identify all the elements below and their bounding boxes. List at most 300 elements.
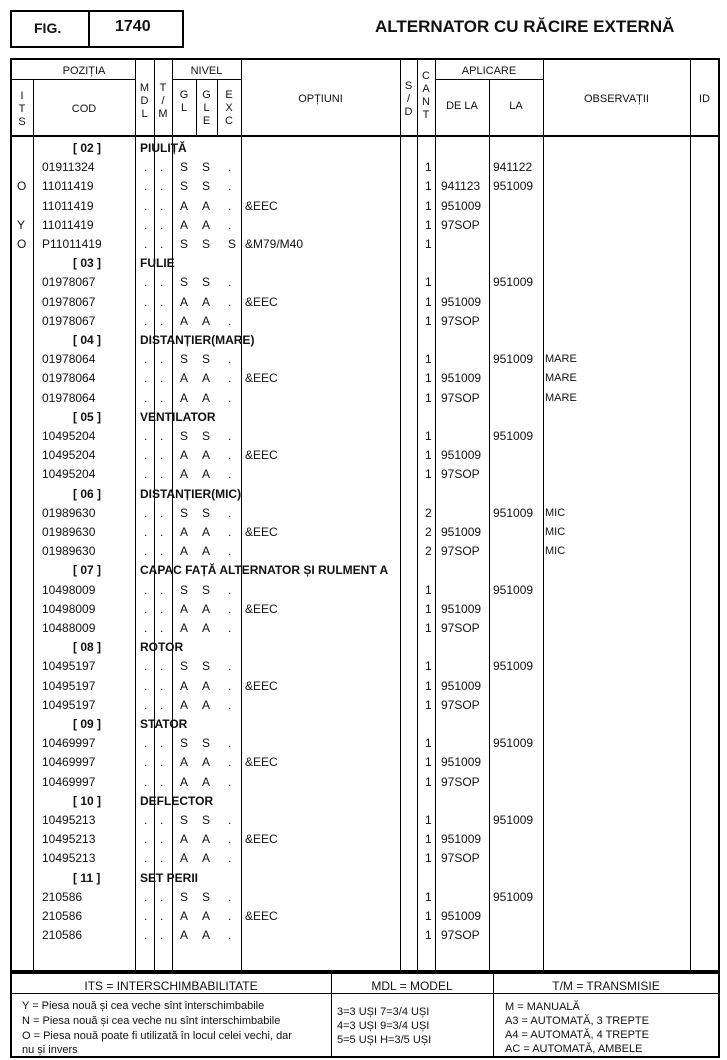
nivel-gle: S	[202, 736, 211, 750]
tm-dot: .	[160, 352, 164, 366]
apply-from: 951009	[441, 679, 482, 693]
nivel-gle: A	[202, 448, 211, 462]
mdl-dot: .	[144, 621, 148, 635]
nivel-exc: .	[228, 755, 232, 769]
tm-dot: .	[160, 851, 164, 865]
apply-from: 97SOP	[441, 314, 480, 328]
apply-to: 951009	[493, 352, 534, 366]
header-cod: COD	[71, 103, 97, 115]
legend-mdl-title: MDL = MODEL	[371, 979, 453, 993]
option-code: &EEC	[245, 602, 278, 616]
mdl-dot: .	[144, 909, 148, 923]
fig-label: FIG.	[34, 20, 62, 36]
nivel-gle: S	[202, 160, 211, 174]
nivel-exc: .	[228, 218, 232, 232]
legend-tm-item: M = MANUALĂ	[505, 1001, 580, 1013]
tm-dot: .	[160, 755, 164, 769]
header-its: I T S	[18, 90, 26, 128]
option-code: &EEC	[245, 295, 278, 309]
mdl-dot: .	[144, 544, 148, 558]
quantity: 1	[425, 602, 432, 616]
quantity: 1	[425, 851, 432, 865]
part-code: 01989630	[42, 525, 96, 539]
legend-mdl-item: 5=5 UȘI H=3/5 UȘI	[337, 1034, 432, 1046]
nivel-gl: S	[180, 506, 189, 520]
nivel-gle: A	[202, 525, 211, 539]
mdl-dot: .	[144, 295, 148, 309]
nivel-gl: S	[180, 237, 189, 251]
nivel-exc: .	[228, 775, 232, 789]
nivel-gle: A	[202, 314, 211, 328]
nivel-gle: A	[202, 775, 211, 789]
tm-dot: .	[160, 295, 164, 309]
tm-dot: .	[160, 679, 164, 693]
part-code: 10498009	[42, 602, 96, 616]
mdl-dot: .	[144, 659, 148, 673]
tm-dot: .	[160, 583, 164, 597]
header-pozitia: POZIȚIA	[62, 65, 106, 77]
apply-to: 951009	[493, 275, 534, 289]
legend-its-title: ITS = INTERSCHIMBABILITATE	[84, 979, 258, 993]
tm-dot: .	[160, 160, 164, 174]
nivel-exc: .	[228, 621, 232, 635]
nivel-gle: A	[202, 928, 211, 942]
group-name: DISTANȚIER(MIC)	[140, 487, 242, 501]
nivel-exc: .	[228, 679, 232, 693]
apply-from: 941123	[441, 179, 481, 193]
apply-to: 951009	[493, 506, 534, 520]
nivel-exc: .	[228, 928, 232, 942]
group-name: SET PERII	[140, 871, 199, 885]
tm-dot: .	[160, 659, 164, 673]
apply-from: 97SOP	[441, 621, 480, 635]
tm-dot: .	[160, 506, 164, 520]
nivel-exc: .	[228, 199, 232, 213]
group-name: PIULIȚĂ	[140, 141, 187, 155]
group-position: [ 02 ]	[73, 141, 102, 155]
legend-tm-item: A3 = AUTOMATĂ, 3 TREPTE	[505, 1015, 649, 1027]
mdl-dot: .	[144, 755, 148, 769]
nivel-gle: S	[202, 890, 211, 904]
nivel-exc: .	[228, 467, 232, 481]
nivel-exc: .	[228, 890, 232, 904]
nivel-gl: A	[180, 218, 189, 232]
quantity: 1	[425, 909, 432, 923]
nivel-gle: S	[202, 813, 211, 827]
mdl-dot: .	[144, 506, 148, 520]
apply-from: 951009	[441, 909, 482, 923]
nivel-exc: .	[228, 602, 232, 616]
apply-to: 951009	[493, 659, 534, 673]
header-la: LA	[509, 100, 523, 112]
observation: MIC	[545, 507, 566, 519]
apply-from: 97SOP	[441, 928, 480, 942]
nivel-gle: S	[202, 659, 211, 673]
tm-dot: .	[160, 429, 164, 443]
nivel-gle: A	[202, 295, 211, 309]
part-code: 210586	[42, 909, 83, 923]
apply-from: 97SOP	[441, 544, 480, 558]
part-code: 210586	[42, 890, 83, 904]
nivel-gl: S	[180, 352, 189, 366]
nivel-gl: A	[180, 602, 189, 616]
part-code: 01978064	[42, 391, 96, 405]
part-code: 01978067	[42, 295, 96, 309]
nivel-gl: A	[180, 544, 189, 558]
nivel-gl: S	[180, 275, 189, 289]
nivel-exc: S	[228, 237, 237, 251]
group-position: [ 08 ]	[73, 640, 102, 654]
nivel-exc: .	[228, 429, 232, 443]
apply-to: 951009	[493, 429, 534, 443]
parts-table	[10, 58, 720, 972]
nivel-gl: S	[180, 429, 189, 443]
part-code: 10498009	[42, 583, 96, 597]
mdl-dot: .	[144, 218, 148, 232]
quantity: 1	[425, 755, 432, 769]
group-position: [ 09 ]	[73, 717, 102, 731]
nivel-gl: A	[180, 909, 189, 923]
nivel-gle: S	[202, 237, 211, 251]
part-code: 10495204	[42, 448, 96, 462]
mdl-dot: .	[144, 813, 148, 827]
nivel-exc: .	[228, 506, 232, 520]
tm-dot: .	[160, 813, 164, 827]
nivel-exc: .	[228, 295, 232, 309]
nivel-gl: A	[180, 314, 189, 328]
option-code: &EEC	[245, 525, 278, 539]
option-code: &EEC	[245, 755, 278, 769]
legend-its-item: O = Piesa nouă poate fi utilizată în locul celei vechi, dar	[22, 1030, 292, 1042]
option-code: &EEC	[245, 679, 278, 693]
apply-from: 951009	[441, 448, 482, 462]
apply-to: 951009	[493, 813, 534, 827]
apply-from: 97SOP	[441, 391, 480, 405]
part-code: 10495197	[42, 679, 96, 693]
apply-from: 97SOP	[441, 775, 480, 789]
nivel-gl: A	[180, 199, 189, 213]
quantity: 1	[425, 237, 432, 251]
quantity: 2	[425, 544, 432, 558]
quantity: 1	[425, 890, 432, 904]
nivel-gl: S	[180, 179, 189, 193]
apply-from: 951009	[441, 832, 482, 846]
option-code: &EEC	[245, 448, 278, 462]
fig-number: 1740	[115, 18, 151, 35]
apply-to: 951009	[493, 890, 534, 904]
mdl-dot: .	[144, 275, 148, 289]
part-code: 01978064	[42, 371, 96, 385]
observation: MIC	[545, 526, 566, 538]
quantity: 1	[425, 736, 432, 750]
tm-dot: .	[160, 314, 164, 328]
nivel-gle: A	[202, 698, 211, 712]
mdl-dot: .	[144, 391, 148, 405]
apply-from: 97SOP	[441, 467, 480, 481]
nivel-gle: A	[202, 544, 211, 558]
mdl-dot: .	[144, 851, 148, 865]
mdl-dot: .	[144, 583, 148, 597]
nivel-gl: A	[180, 448, 189, 462]
group-position: [ 11 ]	[73, 871, 101, 885]
nivel-gl: A	[180, 621, 189, 635]
quantity: 2	[425, 525, 432, 539]
nivel-exc: .	[228, 583, 232, 597]
option-code: &EEC	[245, 909, 278, 923]
tm-dot: .	[160, 275, 164, 289]
its-value: Y	[17, 218, 26, 232]
nivel-gle: S	[202, 352, 211, 366]
apply-from: 951009	[441, 295, 482, 309]
nivel-gle: A	[202, 909, 211, 923]
quantity: 1	[425, 275, 432, 289]
tm-dot: .	[160, 775, 164, 789]
legend-tm-item: AC = AUTOMATĂ, AMBELE	[505, 1043, 643, 1055]
apply-from: 97SOP	[441, 218, 480, 232]
its-value: O	[17, 179, 27, 193]
nivel-gle: A	[202, 851, 211, 865]
quantity: 1	[425, 448, 432, 462]
legend-its-item: N = Piesa nouă și cea veche nu sînt interschimbabile	[22, 1015, 281, 1027]
quantity: 1	[425, 371, 432, 385]
header-dela: DE LA	[446, 100, 478, 112]
nivel-gle: A	[202, 602, 211, 616]
option-code: &M79/M40	[245, 237, 304, 251]
apply-from: 97SOP	[441, 698, 480, 712]
nivel-gl: S	[180, 890, 189, 904]
mdl-dot: .	[144, 371, 148, 385]
tm-dot: .	[160, 199, 164, 213]
observation: MIC	[545, 545, 566, 557]
nivel-gl: A	[180, 928, 189, 942]
group-position: [ 05 ]	[73, 410, 102, 424]
tm-dot: .	[160, 391, 164, 405]
nivel-exc: .	[228, 275, 232, 289]
quantity: 1	[425, 467, 432, 481]
apply-to: 951009	[493, 179, 534, 193]
part-code: 10469997	[42, 775, 96, 789]
nivel-gl: A	[180, 698, 189, 712]
mdl-dot: .	[144, 832, 148, 846]
tm-dot: .	[160, 179, 164, 193]
nivel-gle: A	[202, 467, 211, 481]
mdl-dot: .	[144, 352, 148, 366]
apply-from: 951009	[441, 525, 482, 539]
tm-dot: .	[160, 218, 164, 232]
apply-to: 951009	[493, 736, 534, 750]
nivel-exc: .	[228, 544, 232, 558]
part-code: 01978067	[42, 314, 96, 328]
mdl-dot: .	[144, 736, 148, 750]
part-code: 11011419	[42, 179, 94, 193]
nivel-gl: A	[180, 775, 189, 789]
header-cant: C A N T	[422, 70, 430, 121]
header-aplicare: APLICARE	[461, 65, 517, 77]
mdl-dot: .	[144, 179, 148, 193]
quantity: 2	[425, 506, 432, 520]
nivel-gle: A	[202, 755, 211, 769]
header-sd: S / D	[404, 80, 413, 118]
apply-from: 951009	[441, 602, 482, 616]
quantity: 1	[425, 832, 432, 846]
nivel-gle: A	[202, 621, 211, 635]
observation: MARE	[545, 372, 577, 384]
quantity: 1	[425, 698, 432, 712]
tm-dot: .	[160, 698, 164, 712]
header-optiuni: OPȚIUNI	[298, 93, 343, 105]
mdl-dot: .	[144, 698, 148, 712]
quantity: 1	[425, 352, 432, 366]
group-name: DISTANȚIER(MARE)	[140, 333, 255, 347]
nivel-gle: A	[202, 371, 211, 385]
mdl-dot: .	[144, 928, 148, 942]
quantity: 1	[425, 659, 432, 673]
legend-its-item: Y = Piesa nouă și cea veche sînt interschimbabile	[22, 1000, 265, 1012]
nivel-gle: S	[202, 275, 211, 289]
header-exc: E X C	[225, 89, 233, 127]
option-code: &EEC	[245, 371, 278, 385]
group-name: CAPAC FAȚĂ ALTERNATOR ȘI RULMENT A	[140, 563, 389, 577]
nivel-gl: A	[180, 391, 189, 405]
mdl-dot: .	[144, 679, 148, 693]
mdl-dot: .	[144, 525, 148, 539]
nivel-exc: .	[228, 659, 232, 673]
nivel-exc: .	[228, 698, 232, 712]
mdl-dot: .	[144, 890, 148, 904]
header-tm: T / M	[158, 82, 168, 120]
quantity: 1	[425, 928, 432, 942]
quantity: 1	[425, 199, 432, 213]
apply-to: 941122	[493, 160, 533, 174]
part-code: 10495204	[42, 429, 96, 443]
nivel-gl: A	[180, 679, 189, 693]
part-code: P11011419	[42, 237, 102, 251]
tm-dot: .	[160, 371, 164, 385]
nivel-gl: A	[180, 371, 189, 385]
tm-dot: .	[160, 928, 164, 942]
option-code: &EEC	[245, 199, 278, 213]
nivel-exc: .	[228, 352, 232, 366]
quantity: 1	[425, 775, 432, 789]
part-code: 01989630	[42, 506, 96, 520]
tm-dot: .	[160, 237, 164, 251]
mdl-dot: .	[144, 602, 148, 616]
group-name: VENTILATOR	[140, 410, 216, 424]
part-code: 11011419	[42, 199, 94, 213]
part-code: 11011419	[42, 218, 94, 232]
nivel-exc: .	[228, 371, 232, 385]
legend-mdl-item: 3=3 UȘI 7=3/4 UȘI	[337, 1006, 430, 1018]
observation: MARE	[545, 392, 577, 404]
tm-dot: .	[160, 909, 164, 923]
tm-dot: .	[160, 736, 164, 750]
part-code: 01989630	[42, 544, 96, 558]
part-code: 10495213	[42, 851, 96, 865]
group-position: [ 07 ]	[73, 563, 102, 577]
group-name: FULIE	[140, 256, 175, 270]
quantity: 1	[425, 391, 432, 405]
tm-dot: .	[160, 832, 164, 846]
part-code: 10495204	[42, 467, 96, 481]
observation: MARE	[545, 353, 577, 365]
nivel-gle: A	[202, 391, 211, 405]
nivel-gle: S	[202, 429, 211, 443]
group-name: STATOR	[140, 717, 188, 731]
mdl-dot: .	[144, 429, 148, 443]
group-position: [ 04 ]	[73, 333, 102, 347]
option-code: &EEC	[245, 832, 278, 846]
header-id: ID	[699, 93, 710, 105]
apply-from: 951009	[441, 371, 482, 385]
nivel-gl: S	[180, 160, 189, 174]
tm-dot: .	[160, 621, 164, 635]
header-observatii: OBSERVAȚII	[583, 93, 649, 105]
nivel-gle: A	[202, 199, 211, 213]
quantity: 1	[425, 314, 432, 328]
legend-tm-item: A4 = AUTOMATĂ, 4 TREPTE	[505, 1029, 649, 1041]
nivel-exc: .	[228, 736, 232, 750]
group-position: [ 06 ]	[73, 487, 102, 501]
quantity: 1	[425, 621, 432, 635]
mdl-dot: .	[144, 448, 148, 462]
nivel-gle: S	[202, 179, 211, 193]
its-value: O	[17, 237, 27, 251]
nivel-exc: .	[228, 525, 232, 539]
header-gle: G L E	[202, 89, 211, 127]
legend-tm-title: T/M = TRANSMISIE	[552, 979, 660, 993]
group-name: DEFLECTOR	[140, 794, 214, 808]
nivel-gl: A	[180, 851, 189, 865]
mdl-dot: .	[144, 199, 148, 213]
tm-dot: .	[160, 602, 164, 616]
nivel-exc: .	[228, 851, 232, 865]
tm-dot: .	[160, 448, 164, 462]
tm-dot: .	[160, 890, 164, 904]
part-code: 210586	[42, 928, 83, 942]
mdl-dot: .	[144, 467, 148, 481]
quantity: 1	[425, 179, 432, 193]
tm-dot: .	[160, 525, 164, 539]
part-code: 10469997	[42, 736, 96, 750]
legend-its-item: nu și invers	[22, 1044, 78, 1056]
part-code: 01978067	[42, 275, 96, 289]
part-code: 10495197	[42, 698, 96, 712]
nivel-exc: .	[228, 391, 232, 405]
group-name: ROTOR	[140, 640, 184, 654]
nivel-gl: S	[180, 583, 189, 597]
nivel-exc: .	[228, 813, 232, 827]
nivel-exc: .	[228, 314, 232, 328]
quantity: 1	[425, 160, 432, 174]
apply-to: 951009	[493, 583, 534, 597]
nivel-gle: A	[202, 218, 211, 232]
nivel-gl: A	[180, 755, 189, 769]
part-code: 01978064	[42, 352, 96, 366]
nivel-exc: .	[228, 832, 232, 846]
mdl-dot: .	[144, 160, 148, 174]
mdl-dot: .	[144, 775, 148, 789]
part-code: 10488009	[42, 621, 96, 635]
nivel-gl: A	[180, 295, 189, 309]
nivel-gl: A	[180, 525, 189, 539]
nivel-gl: S	[180, 736, 189, 750]
nivel-gl: A	[180, 467, 189, 481]
nivel-gle: A	[202, 679, 211, 693]
quantity: 1	[425, 583, 432, 597]
group-position: [ 03 ]	[73, 256, 102, 270]
nivel-gl: S	[180, 813, 189, 827]
tm-dot: .	[160, 544, 164, 558]
